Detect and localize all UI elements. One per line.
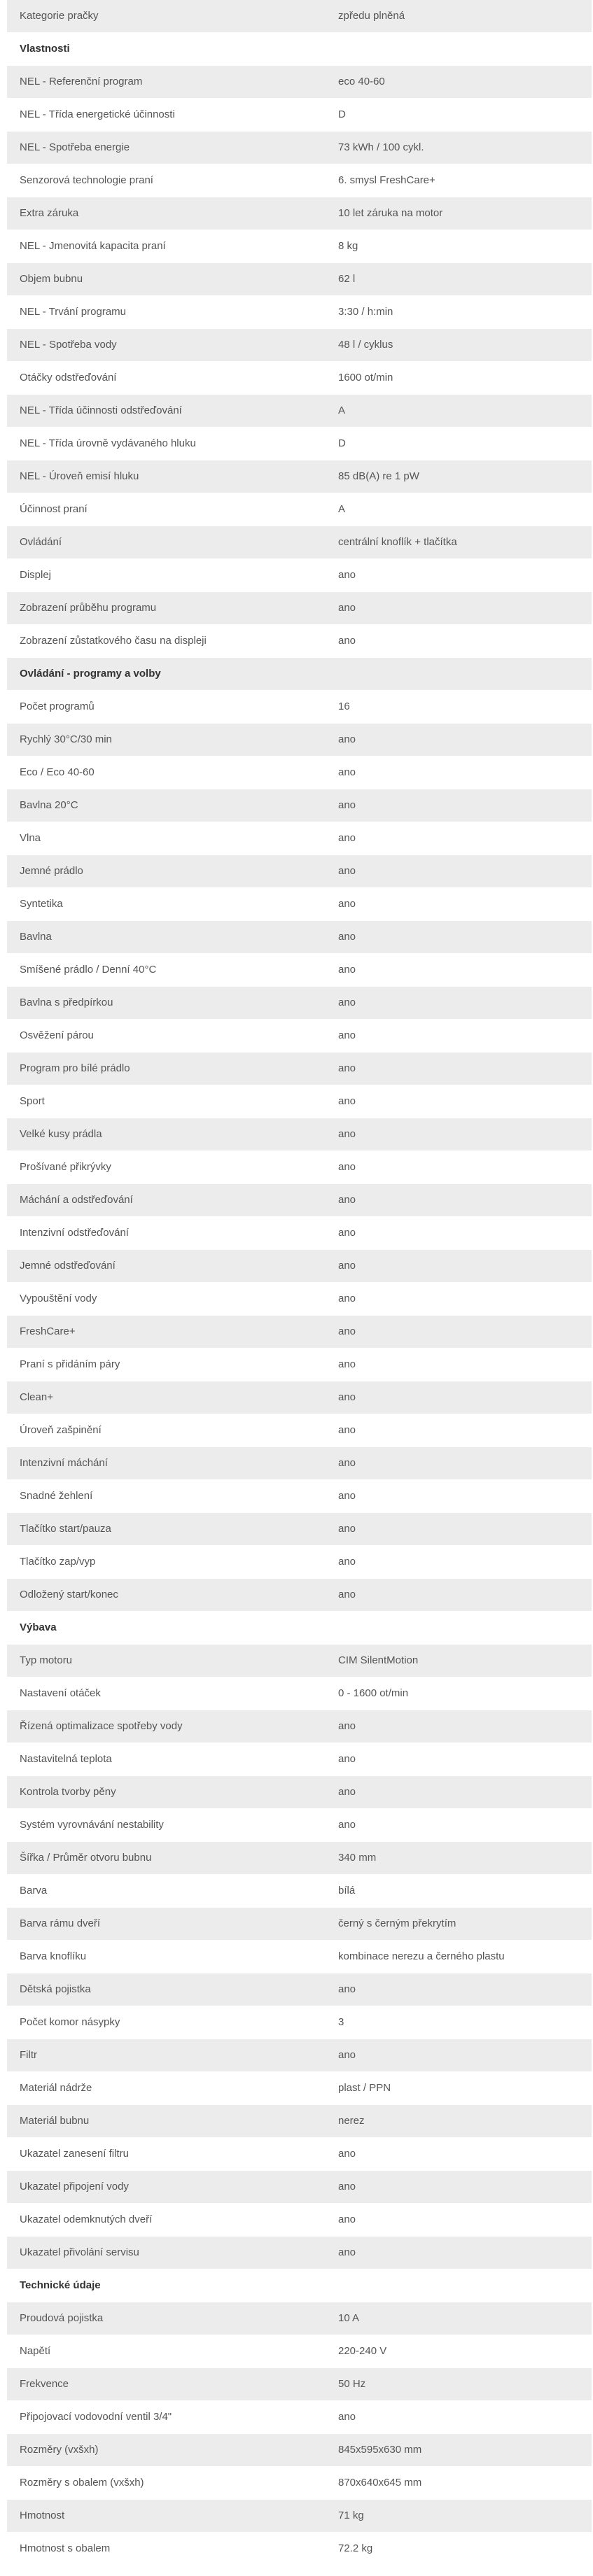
spec-value: D — [326, 99, 592, 132]
spec-label: Barva knoflíku — [7, 1941, 326, 1973]
spec-value: 10 let záruka na motor — [326, 197, 592, 230]
spec-value: ano — [326, 1776, 592, 1809]
spec-row — [7, 1184, 592, 1217]
spec-label: Řízená optimalizace spotřeby vody — [7, 1710, 326, 1743]
spec-row — [7, 1217, 592, 1250]
section-empty-cell — [326, 658, 592, 691]
spec-label: Vypouštění vody — [7, 1283, 326, 1316]
section-title: Vlastnosti — [7, 33, 326, 66]
spec-row — [7, 164, 592, 197]
section-title: Ovládání - programy a volby — [7, 658, 326, 691]
spec-value: eco 40-60 — [326, 66, 592, 99]
spec-value: ano — [326, 1513, 592, 1546]
spec-row — [7, 789, 592, 822]
spec-value: ano — [326, 756, 592, 789]
spec-row — [7, 954, 592, 987]
spec-row — [7, 1776, 592, 1809]
spec-label: Frekvence — [7, 2368, 326, 2401]
spec-label: Bavlna 20°C — [7, 789, 326, 822]
spec-label: Vlna — [7, 822, 326, 855]
spec-label: Program pro bílé prádlo — [7, 1053, 326, 1085]
spec-value: ano — [326, 855, 592, 888]
spec-value: ano — [326, 724, 592, 756]
spec-label: NEL - Jmenovitá kapacita praní — [7, 230, 326, 263]
spec-value: ano — [326, 2401, 592, 2434]
spec-label: FreshCare+ — [7, 1316, 326, 1349]
spec-value: ano — [326, 1118, 592, 1151]
spec-row — [7, 921, 592, 954]
spec-value: ano — [326, 2039, 592, 2072]
spec-row — [7, 362, 592, 395]
spec-value: 72.2 kg — [326, 2533, 592, 2566]
spec-value: ano — [326, 1546, 592, 1579]
spec-label: Rozměry s obalem (vxšxh) — [7, 2467, 326, 2500]
spec-label: Zobrazení zůstatkového času na displeji — [7, 625, 326, 658]
spec-value: ano — [326, 1217, 592, 1250]
spec-label: Jemné prádlo — [7, 855, 326, 888]
spec-value: ano — [326, 1447, 592, 1480]
spec-value: černý s černým překrytím — [326, 1908, 592, 1941]
spec-value: ano — [326, 1579, 592, 1612]
spec-value: ano — [326, 1809, 592, 1842]
spec-row — [7, 428, 592, 460]
spec-label: Bavlna s předpírkou — [7, 987, 326, 1020]
spec-label: NEL - Úroveň emisí hluku — [7, 460, 326, 493]
spec-label: Počet programů — [7, 691, 326, 724]
spec-value: 220-240 V — [326, 2335, 592, 2368]
spec-row — [7, 1020, 592, 1053]
spec-value: 71 kg — [326, 2500, 592, 2533]
spec-label: Tlačítko zap/vyp — [7, 1546, 326, 1579]
spec-value: ano — [326, 592, 592, 625]
spec-label: Počet komor násypky — [7, 2006, 326, 2039]
section-title: Výbava — [7, 1612, 326, 1645]
spec-row — [7, 1085, 592, 1118]
spec-value: ano — [326, 987, 592, 1020]
spec-row — [7, 1447, 592, 1480]
spec-row — [7, 1710, 592, 1743]
spec-value: 73 kWh / 100 cykl. — [326, 132, 592, 164]
section-empty-cell — [326, 1612, 592, 1645]
spec-label: Ukazatel odemknutých dveří — [7, 2204, 326, 2237]
section-header-row — [7, 658, 592, 691]
spec-label: Ovládání — [7, 526, 326, 559]
spec-value: ano — [326, 921, 592, 954]
spec-label: Displej — [7, 559, 326, 592]
spec-label: Barva rámu dveří — [7, 1908, 326, 1941]
spec-value: ano — [326, 1316, 592, 1349]
spec-row — [7, 2335, 592, 2368]
spec-value: 3 — [326, 2006, 592, 2039]
spec-label: Jemné odstřeďování — [7, 1250, 326, 1283]
spec-row — [7, 2006, 592, 2039]
spec-value: 62 l — [326, 263, 592, 296]
spec-value: ano — [326, 789, 592, 822]
spec-label: Senzorová technologie praní — [7, 164, 326, 197]
spec-row — [7, 526, 592, 559]
spec-row — [7, 2138, 592, 2171]
spec-label: Rychlý 30°C/30 min — [7, 724, 326, 756]
spec-label: Intenzivní máchání — [7, 1447, 326, 1480]
spec-value: 1600 ot/min — [326, 362, 592, 395]
spec-row — [7, 2467, 592, 2500]
spec-value: ano — [326, 1349, 592, 1381]
spec-value: ano — [326, 888, 592, 921]
spec-row — [7, 99, 592, 132]
spec-row — [7, 1480, 592, 1513]
spec-value: ano — [326, 1020, 592, 1053]
spec-label: Extra záruka — [7, 197, 326, 230]
specification-table — [7, 0, 592, 2566]
spec-value: A — [326, 493, 592, 526]
spec-value: 50 Hz — [326, 2368, 592, 2401]
spec-row — [7, 1053, 592, 1085]
spec-row — [7, 1250, 592, 1283]
spec-value: 0 - 1600 ot/min — [326, 1677, 592, 1710]
spec-row — [7, 2204, 592, 2237]
spec-label: Osvěžení párou — [7, 1020, 326, 1053]
spec-row — [7, 2401, 592, 2434]
spec-label: Připojovací vodovodní ventil 3/4" — [7, 2401, 326, 2434]
spec-label: Prošívané přikrývky — [7, 1151, 326, 1184]
spec-label: Kontrola tvorby pěny — [7, 1776, 326, 1809]
spec-label: Otáčky odstřeďování — [7, 362, 326, 395]
spec-value: ano — [326, 625, 592, 658]
spec-row — [7, 2072, 592, 2105]
spec-row — [7, 2500, 592, 2533]
spec-row — [7, 1908, 592, 1941]
spec-value: 340 mm — [326, 1842, 592, 1875]
spec-label: Clean+ — [7, 1381, 326, 1414]
spec-label: Máchání a odstřeďování — [7, 1184, 326, 1217]
spec-label: Eco / Eco 40-60 — [7, 756, 326, 789]
spec-label: Ukazatel přivolání servisu — [7, 2237, 326, 2269]
spec-label: Napětí — [7, 2335, 326, 2368]
spec-row — [7, 855, 592, 888]
spec-label: Hmotnost — [7, 2500, 326, 2533]
section-empty-cell — [326, 33, 592, 66]
spec-row — [7, 1677, 592, 1710]
spec-value: ano — [326, 2204, 592, 2237]
section-header-row — [7, 2269, 592, 2302]
spec-row — [7, 493, 592, 526]
spec-value: A — [326, 395, 592, 428]
spec-label: Odložený start/konec — [7, 1579, 326, 1612]
spec-label: Typ motoru — [7, 1645, 326, 1677]
spec-value: 16 — [326, 691, 592, 724]
spec-label: NEL - Trvání programu — [7, 296, 326, 329]
spec-row — [7, 0, 592, 33]
spec-value: 10 A — [326, 2302, 592, 2335]
spec-label: Barva — [7, 1875, 326, 1908]
spec-label: Systém vyrovnávání nestability — [7, 1809, 326, 1842]
spec-label: NEL - Třída úrovně vydávaného hluku — [7, 428, 326, 460]
spec-value: 8 kg — [326, 230, 592, 263]
spec-value: zpředu plněná — [326, 0, 592, 33]
spec-value: ano — [326, 1743, 592, 1776]
spec-label: Filtr — [7, 2039, 326, 2072]
spec-value: ano — [326, 1151, 592, 1184]
spec-value: 85 dB(A) re 1 pW — [326, 460, 592, 493]
spec-value: ano — [326, 1381, 592, 1414]
spec-label: NEL - Referenční program — [7, 66, 326, 99]
spec-row — [7, 592, 592, 625]
spec-value: ano — [326, 954, 592, 987]
spec-label: Sport — [7, 1085, 326, 1118]
spec-label: NEL - Třída účinnosti odstřeďování — [7, 395, 326, 428]
spec-value: kombinace nerezu a černého plastu — [326, 1941, 592, 1973]
spec-row — [7, 1414, 592, 1447]
spec-row — [7, 1513, 592, 1546]
spec-value: 3:30 / h:min — [326, 296, 592, 329]
spec-row — [7, 2171, 592, 2204]
spec-label: Nastavení otáček — [7, 1677, 326, 1710]
spec-row — [7, 1973, 592, 2006]
spec-value: D — [326, 428, 592, 460]
spec-label: Úroveň zašpinění — [7, 1414, 326, 1447]
spec-label: Objem bubnu — [7, 263, 326, 296]
spec-value: nerez — [326, 2105, 592, 2138]
spec-row — [7, 1546, 592, 1579]
spec-row — [7, 724, 592, 756]
spec-row — [7, 1645, 592, 1677]
spec-value: 870x640x645 mm — [326, 2467, 592, 2500]
spec-label: Dětská pojistka — [7, 1973, 326, 2006]
spec-row — [7, 1283, 592, 1316]
spec-row — [7, 1151, 592, 1184]
spec-value: ano — [326, 1283, 592, 1316]
spec-value: CIM SilentMotion — [326, 1645, 592, 1677]
spec-label: Zobrazení průběhu programu — [7, 592, 326, 625]
spec-row — [7, 132, 592, 164]
spec-label: NEL - Spotřeba vody — [7, 329, 326, 362]
spec-row — [7, 296, 592, 329]
spec-label: Rozměry (vxšxh) — [7, 2434, 326, 2467]
spec-value: plast / PPN — [326, 2072, 592, 2105]
spec-label: NEL - Spotřeba energie — [7, 132, 326, 164]
spec-value: ano — [326, 1710, 592, 1743]
section-title: Technické údaje — [7, 2269, 326, 2302]
spec-value: ano — [326, 1480, 592, 1513]
spec-row — [7, 625, 592, 658]
spec-value: ano — [326, 1250, 592, 1283]
spec-row — [7, 2434, 592, 2467]
spec-row — [7, 822, 592, 855]
spec-row — [7, 1349, 592, 1381]
spec-value: centrální knoflík + tlačítka — [326, 526, 592, 559]
spec-label: Materiál bubnu — [7, 2105, 326, 2138]
spec-row — [7, 263, 592, 296]
spec-row — [7, 1743, 592, 1776]
spec-value: ano — [326, 2171, 592, 2204]
spec-value: ano — [326, 1414, 592, 1447]
spec-label: Velké kusy prádla — [7, 1118, 326, 1151]
spec-row — [7, 559, 592, 592]
spec-row — [7, 2302, 592, 2335]
spec-value: ano — [326, 2237, 592, 2269]
spec-label: Hmotnost s obalem — [7, 2533, 326, 2566]
spec-value: 6. smysl FreshCare+ — [326, 164, 592, 197]
spec-label: Šířka / Průměr otvoru bubnu — [7, 1842, 326, 1875]
section-header-row — [7, 33, 592, 66]
spec-row — [7, 987, 592, 1020]
spec-value: ano — [326, 1053, 592, 1085]
spec-row — [7, 66, 592, 99]
spec-row — [7, 2368, 592, 2401]
spec-row — [7, 2237, 592, 2269]
spec-row — [7, 230, 592, 263]
spec-label: Účinnost praní — [7, 493, 326, 526]
spec-row — [7, 395, 592, 428]
section-empty-cell — [326, 2269, 592, 2302]
spec-row — [7, 1842, 592, 1875]
spec-row — [7, 1118, 592, 1151]
spec-row — [7, 756, 592, 789]
spec-label: Syntetika — [7, 888, 326, 921]
spec-row — [7, 1316, 592, 1349]
spec-label: Nastavitelná teplota — [7, 1743, 326, 1776]
spec-row — [7, 1875, 592, 1908]
spec-row — [7, 2039, 592, 2072]
spec-label: Materiál nádrže — [7, 2072, 326, 2105]
spec-label: Kategorie pračky — [7, 0, 326, 33]
spec-row — [7, 2533, 592, 2566]
spec-row — [7, 691, 592, 724]
spec-row — [7, 1381, 592, 1414]
spec-label: Ukazatel zanesení filtru — [7, 2138, 326, 2171]
spec-row — [7, 1941, 592, 1973]
spec-value: 845x595x630 mm — [326, 2434, 592, 2467]
spec-value: ano — [326, 1973, 592, 2006]
spec-value: ano — [326, 1184, 592, 1217]
spec-value: ano — [326, 1085, 592, 1118]
spec-row — [7, 329, 592, 362]
spec-label: Smíšené prádlo / Denní 40°C — [7, 954, 326, 987]
specification-table-body — [7, 0, 592, 2566]
spec-label: Bavlna — [7, 921, 326, 954]
spec-value: 48 l / cyklus — [326, 329, 592, 362]
spec-row — [7, 197, 592, 230]
spec-label: NEL - Třída energetické účinnosti — [7, 99, 326, 132]
spec-value: bílá — [326, 1875, 592, 1908]
spec-row — [7, 2105, 592, 2138]
spec-label: Praní s přidáním páry — [7, 1349, 326, 1381]
spec-row — [7, 460, 592, 493]
spec-row — [7, 888, 592, 921]
spec-row — [7, 1809, 592, 1842]
spec-label: Tlačítko start/pauza — [7, 1513, 326, 1546]
spec-label: Intenzivní odstřeďování — [7, 1217, 326, 1250]
spec-label: Ukazatel připojení vody — [7, 2171, 326, 2204]
section-header-row — [7, 1612, 592, 1645]
spec-label: Proudová pojistka — [7, 2302, 326, 2335]
spec-value: ano — [326, 559, 592, 592]
spec-label: Snadné žehlení — [7, 1480, 326, 1513]
spec-row — [7, 1579, 592, 1612]
spec-value: ano — [326, 2138, 592, 2171]
spec-value: ano — [326, 822, 592, 855]
